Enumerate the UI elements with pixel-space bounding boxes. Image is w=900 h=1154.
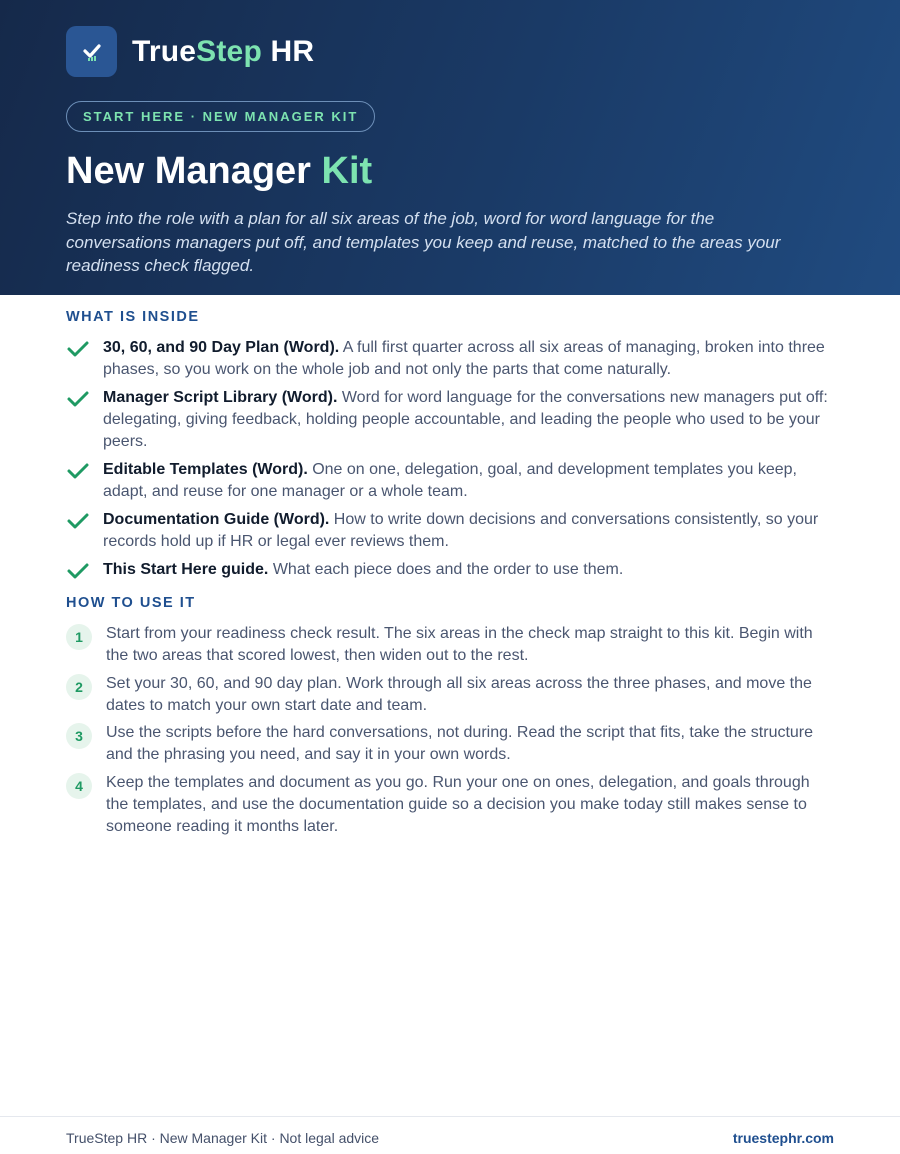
- check-icon: [66, 509, 103, 537]
- list-item-title: Editable Templates (Word).: [103, 461, 308, 478]
- list-item-desc: How to write down decisions and conversations consistently, so your records hold up if HR or legal ever reviews them.: [103, 511, 819, 550]
- step-item: [66, 772, 836, 838]
- step-number: 1: [66, 624, 92, 650]
- list-item-title: This Start Here guide.: [103, 561, 269, 578]
- page-title: [66, 150, 372, 193]
- footer-divider: [0, 1116, 900, 1117]
- page-subtitle: Step into the role with a plan for all six areas of the job, word for word language for the conversations managers put off, and templates you keep and reuse, matched to the areas your readiness check flagged.: [66, 209, 781, 275]
- check-chart-icon: [80, 40, 104, 64]
- check-icon: [66, 337, 103, 365]
- list-item: [66, 387, 836, 453]
- step-item: [66, 623, 836, 667]
- list-item-desc: A full first quarter across all six areas of managing, broken into three phases, so you work on the whole job and not only the parts that come naturally.: [103, 339, 825, 378]
- footer-website-link[interactable]: truestephr.com: [732, 1130, 834, 1146]
- step-text: Keep the templates and document as you go. Run your one on ones, delegation, and goals through the templates, and use the documentation guide so a decision you make today still makes sense to someone reading it months later.: [106, 773, 810, 835]
- step-text: Start from your readiness check result. The six areas in the check map straight to this kit. Begin with the two areas that scored lowest, then widen out to the rest.: [106, 625, 813, 664]
- start-here-badge: START HERE · NEW MANAGER KIT: [66, 101, 375, 132]
- list-item-title: Documentation Guide (Word).: [103, 511, 330, 528]
- list-item-desc: Word for word language for the conversations new managers put off: delegating, giving feedback, holding people accountable, and leading the people who used to be your peers.: [103, 389, 828, 450]
- check-icon: [66, 559, 103, 587]
- step-number: 2: [66, 674, 92, 700]
- list-item-desc: One on one, delegation, goal, and development templates you keep, adapt, and reuse for one manager or a whole team.: [103, 461, 797, 500]
- list-item-text: [103, 387, 836, 453]
- inside-list: [66, 337, 836, 593]
- howto-steps: [66, 623, 836, 843]
- list-item: [66, 509, 836, 553]
- list-item-text: [103, 509, 836, 553]
- section-heading-howto: HOW TO USE IT: [66, 595, 196, 611]
- step-number: 4: [66, 773, 92, 799]
- brand-name-part3: HR: [261, 34, 315, 68]
- brand-name-part1: True: [132, 34, 197, 68]
- section-heading-inside: WHAT IS INSIDE: [66, 309, 200, 325]
- list-item-text: [103, 559, 836, 581]
- step-item: [66, 722, 836, 766]
- check-icon: [66, 387, 103, 415]
- list-item-title: Manager Script Library (Word).: [103, 389, 338, 406]
- step-text: Set your 30, 60, and 90 day plan. Work through all six areas across the three phases, and move the dates to match your own start date and team.: [106, 674, 812, 714]
- footer-text: TrueStep HR · New Manager Kit · Not legal advice: [66, 1130, 380, 1146]
- list-item-text: [103, 337, 836, 381]
- check-icon: [66, 459, 103, 487]
- step-number: 3: [66, 723, 92, 749]
- title-part2: Kit: [321, 150, 373, 192]
- step-item: [66, 673, 836, 717]
- list-item: [66, 559, 836, 587]
- list-item: [66, 337, 836, 381]
- list-item-desc: What each piece does and the order to use them.: [268, 561, 624, 578]
- brand-name-part2: Step: [196, 34, 262, 68]
- step-text: Use the scripts before the hard conversations, not during. Read the script that fits, take the structure and the phrasing you need, and say it in your own words.: [106, 724, 814, 763]
- list-item-text: [103, 459, 836, 503]
- hero-header: [0, 0, 900, 295]
- brand: [66, 26, 314, 77]
- list-item-title: 30, 60, and 90 Day Plan (Word).: [103, 339, 340, 356]
- brand-name: [132, 35, 314, 69]
- list-item: [66, 459, 836, 503]
- title-part1: New Manager: [66, 150, 322, 192]
- logo: [66, 26, 117, 77]
